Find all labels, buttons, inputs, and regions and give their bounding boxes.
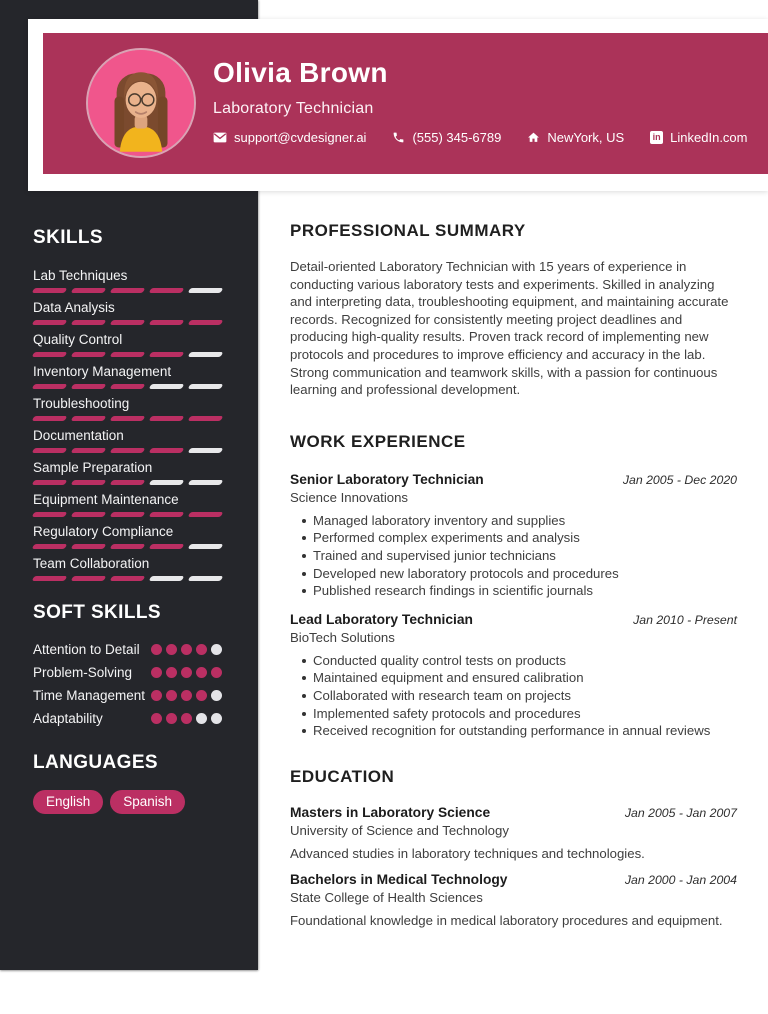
- soft-skill-dot: [166, 690, 177, 701]
- skill-row: [33, 396, 222, 421]
- skill-bar-segment: [149, 544, 185, 549]
- job-header: [290, 471, 737, 488]
- skill-bar-segment: [110, 544, 146, 549]
- soft-skill-dot: [211, 690, 222, 701]
- soft-skill-label: Attention to Detail: [33, 642, 140, 657]
- skill-bar-segment: [188, 352, 224, 357]
- linkedin-icon: [650, 131, 663, 144]
- skill-label: Lab Techniques: [33, 268, 128, 283]
- skill-bar-segment: [188, 288, 224, 293]
- education-list: [290, 804, 737, 929]
- contact-item-phone[interactable]: [392, 130, 501, 145]
- education-dates: Jan 2005 - Jan 2007: [624, 805, 737, 820]
- soft-skill-row: [33, 710, 222, 727]
- job-bullet: Trained and supervised junior technicians: [300, 547, 737, 565]
- skills-heading: SKILLS: [33, 227, 103, 248]
- skill-level-bar: [33, 352, 222, 357]
- job-bullet: Implemented safety protocols and procedures: [300, 705, 737, 723]
- education-degree: Bachelors in Medical Technology: [290, 871, 508, 887]
- linkedin-badge: in: [650, 131, 663, 144]
- job-header: [290, 611, 737, 628]
- skill-bar-segment: [32, 288, 68, 293]
- skill-bar-segment: [149, 576, 185, 581]
- education-entry: [290, 871, 737, 929]
- soft-skill-dot: [166, 667, 177, 678]
- job-bullet: Published research findings in scientific journals: [300, 582, 737, 600]
- soft-skill-dot: [196, 713, 207, 724]
- skill-bar-segment: [149, 512, 185, 517]
- soft-skill-dot: [181, 644, 192, 655]
- skill-row: [33, 556, 222, 581]
- education-school: University of Science and Technology: [290, 822, 509, 838]
- skill-bar-segment: [71, 544, 107, 549]
- language-pill: Spanish: [110, 790, 185, 814]
- job-bullet: Performed complex experiments and analysis: [300, 529, 737, 547]
- soft-skill-dot: [151, 690, 162, 701]
- skill-bar-segment: [149, 448, 185, 453]
- job-bullet: Collaborated with research team on projects: [300, 687, 737, 705]
- skill-level-bar: [33, 384, 222, 389]
- education-heading: EDUCATION: [290, 766, 395, 786]
- job-bullets: [290, 512, 737, 600]
- summary-heading: PROFESSIONAL SUMMARY: [290, 221, 526, 240]
- skill-level-bar: [33, 512, 222, 517]
- skill-bar-segment: [110, 512, 146, 517]
- skill-bar-segment: [188, 512, 224, 517]
- contact-text: (555) 345-6789: [412, 130, 502, 145]
- skill-bar-segment: [149, 384, 185, 389]
- soft-skill-dot: [151, 667, 162, 678]
- skill-bar-segment: [110, 448, 146, 453]
- skill-row: [33, 524, 222, 549]
- skill-label: Troubleshooting: [33, 396, 130, 411]
- skill-bar-segment: [32, 544, 68, 549]
- job-bullet: Developed new laboratory protocols and procedures: [300, 565, 737, 583]
- skill-bar-segment: [110, 352, 146, 357]
- soft-skill-dot: [151, 713, 162, 724]
- job-dates: Jan 2010 - Present: [633, 612, 737, 627]
- skill-bar-segment: [149, 416, 185, 421]
- soft-skill-dots: [151, 690, 222, 704]
- summary-text: Detail-oriented Laboratory Technician with 15 years of experience in conducting various laboratory tests and experiments. Skilled in analyzing and interpreting data, troubleshooting equipment, and maintaining accurate records. Recognized for consistently meeting project deadlines and producing high-quality results. Proven track record of implementing new protocols and procedures to improve efficiency and accuracy in the lab. Strong communication and teamwork skills, with a passion for continuous learning and professional development.: [290, 259, 729, 398]
- skill-level-bar: [33, 480, 222, 485]
- soft-skills-heading: SOFT SKILLS: [33, 602, 161, 623]
- soft-skill-label: Problem-Solving: [33, 665, 133, 680]
- skill-bar-segment: [110, 576, 146, 581]
- person-job-title: Laboratory Technician: [213, 100, 374, 117]
- soft-skill-dot: [196, 667, 207, 678]
- skill-row: [33, 492, 222, 517]
- soft-skill-dot: [211, 667, 222, 678]
- contact-item-linkedin[interactable]: [650, 130, 747, 145]
- job-bullet: Managed laboratory inventory and supplies: [300, 512, 737, 530]
- education-header: [290, 871, 737, 888]
- education-header: [290, 804, 737, 821]
- skill-bar-segment: [188, 480, 224, 485]
- skill-row: [33, 268, 222, 293]
- skill-bar-segment: [188, 576, 224, 581]
- contact-text: LinkedIn.com: [670, 130, 748, 145]
- skill-bar-segment: [188, 544, 224, 549]
- skill-level-bar: [33, 416, 222, 421]
- skill-row: [33, 428, 222, 453]
- soft-skill-row: [33, 641, 222, 658]
- skill-bar-segment: [188, 416, 224, 421]
- skill-bar-segment: [71, 384, 107, 389]
- soft-skill-dots: [151, 667, 222, 681]
- skill-row: [33, 332, 222, 357]
- skill-bar-segment: [71, 576, 107, 581]
- contact-row: [213, 130, 748, 145]
- skill-label: Equipment Maintenance: [33, 492, 179, 507]
- skill-bar-segment: [110, 320, 146, 325]
- soft-skill-dot: [181, 690, 192, 701]
- job-bullet: Received recognition for outstanding performance in annual reviews: [300, 722, 737, 740]
- skill-bar-segment: [110, 288, 146, 293]
- skill-label: Data Analysis: [33, 300, 115, 315]
- job-bullets: [290, 652, 737, 740]
- languages-heading: LANGUAGES: [33, 752, 158, 773]
- skill-bar-segment: [71, 480, 107, 485]
- skill-bar-segment: [71, 448, 107, 453]
- main-content: [290, 221, 737, 929]
- soft-skills-list: [33, 641, 222, 727]
- skill-bar-segment: [188, 320, 224, 325]
- person-name: Olivia Brown: [213, 57, 388, 88]
- job-entry: [290, 611, 737, 740]
- soft-skill-dot: [166, 644, 177, 655]
- skill-row: [33, 300, 222, 325]
- soft-skill-dot: [211, 713, 222, 724]
- job-dates: Jan 2005 - Dec 2020: [622, 472, 737, 487]
- skill-level-bar: [33, 288, 222, 293]
- skill-label: Team Collaboration: [33, 556, 150, 571]
- soft-skill-label: Time Management: [33, 688, 146, 703]
- education-degree: Masters in Laboratory Science: [290, 804, 491, 820]
- skill-label: Regulatory Compliance: [33, 524, 174, 539]
- skill-bar-segment: [32, 384, 68, 389]
- job-title: Senior Laboratory Technician: [290, 471, 484, 487]
- skill-bar-segment: [110, 480, 146, 485]
- education-school: State College of Health Sciences: [290, 889, 483, 905]
- skill-bar-segment: [32, 480, 68, 485]
- contact-text: NewYork, US: [547, 130, 625, 145]
- job-title: Lead Laboratory Technician: [290, 611, 473, 627]
- education-dates: Jan 2000 - Jan 2004: [624, 872, 737, 887]
- skill-bar-segment: [71, 416, 107, 421]
- soft-skill-dot: [196, 690, 207, 701]
- skill-bar-segment: [110, 416, 146, 421]
- skill-label: Quality Control: [33, 332, 123, 347]
- skill-bar-segment: [32, 448, 68, 453]
- job-company: Science Innovations: [290, 489, 409, 505]
- skill-row: [33, 364, 222, 389]
- languages-list: [33, 790, 222, 814]
- soft-skill-row: [33, 687, 222, 704]
- soft-skill-dots: [151, 713, 222, 727]
- skill-level-bar: [33, 576, 222, 581]
- skill-bar-segment: [32, 416, 68, 421]
- education-description: Advanced studies in laboratory techniques and technologies.: [290, 845, 645, 861]
- phone-icon: [392, 131, 405, 144]
- skill-bar-segment: [32, 576, 68, 581]
- skill-level-bar: [33, 448, 222, 453]
- skill-bar-segment: [71, 288, 107, 293]
- skill-bar-segment: [188, 384, 224, 389]
- job-company: BioTech Solutions: [290, 629, 395, 645]
- skill-bar-segment: [71, 512, 107, 517]
- soft-skill-dot: [151, 644, 162, 655]
- skill-bar-segment: [32, 512, 68, 517]
- soft-skill-dot: [181, 667, 192, 678]
- skill-bar-segment: [110, 384, 146, 389]
- experience-list: [290, 471, 737, 740]
- experience-heading: WORK EXPERIENCE: [290, 431, 466, 451]
- skill-bar-segment: [149, 352, 185, 357]
- soft-skill-row: [33, 664, 222, 681]
- skill-bar-segment: [32, 352, 68, 357]
- soft-skill-dot: [181, 713, 192, 724]
- skill-label: Inventory Management: [33, 364, 172, 379]
- skill-bar-segment: [71, 320, 107, 325]
- sidebar: [0, 0, 258, 970]
- job-entry: [290, 471, 737, 600]
- soft-skill-dots: [151, 644, 222, 658]
- job-bullet: Conducted quality control tests on products: [300, 652, 737, 670]
- education-description: Foundational knowledge in medical laboratory procedures and equipment.: [290, 912, 723, 928]
- contact-text: support@cvdesigner.ai: [234, 130, 367, 145]
- skill-label: Documentation: [33, 428, 124, 443]
- skill-bar-segment: [188, 448, 224, 453]
- job-bullet: Maintained equipment and ensured calibration: [300, 669, 737, 687]
- soft-skill-dot: [166, 713, 177, 724]
- skill-row: [33, 460, 222, 485]
- skill-bar-segment: [149, 288, 185, 293]
- skill-level-bar: [33, 320, 222, 325]
- language-pill: English: [33, 790, 103, 814]
- soft-skill-dot: [211, 644, 222, 655]
- skill-level-bar: [33, 544, 222, 549]
- soft-skill-dot: [196, 644, 207, 655]
- skill-bar-segment: [149, 480, 185, 485]
- education-entry: [290, 804, 737, 862]
- skill-bar-segment: [32, 320, 68, 325]
- skill-bar-segment: [71, 352, 107, 357]
- skill-label: Sample Preparation: [33, 460, 153, 475]
- contact-item-home: [527, 130, 624, 145]
- soft-skill-label: Adaptability: [33, 711, 103, 726]
- skills-list: [33, 268, 222, 581]
- skill-bar-segment: [149, 320, 185, 325]
- home-icon: [527, 131, 540, 144]
